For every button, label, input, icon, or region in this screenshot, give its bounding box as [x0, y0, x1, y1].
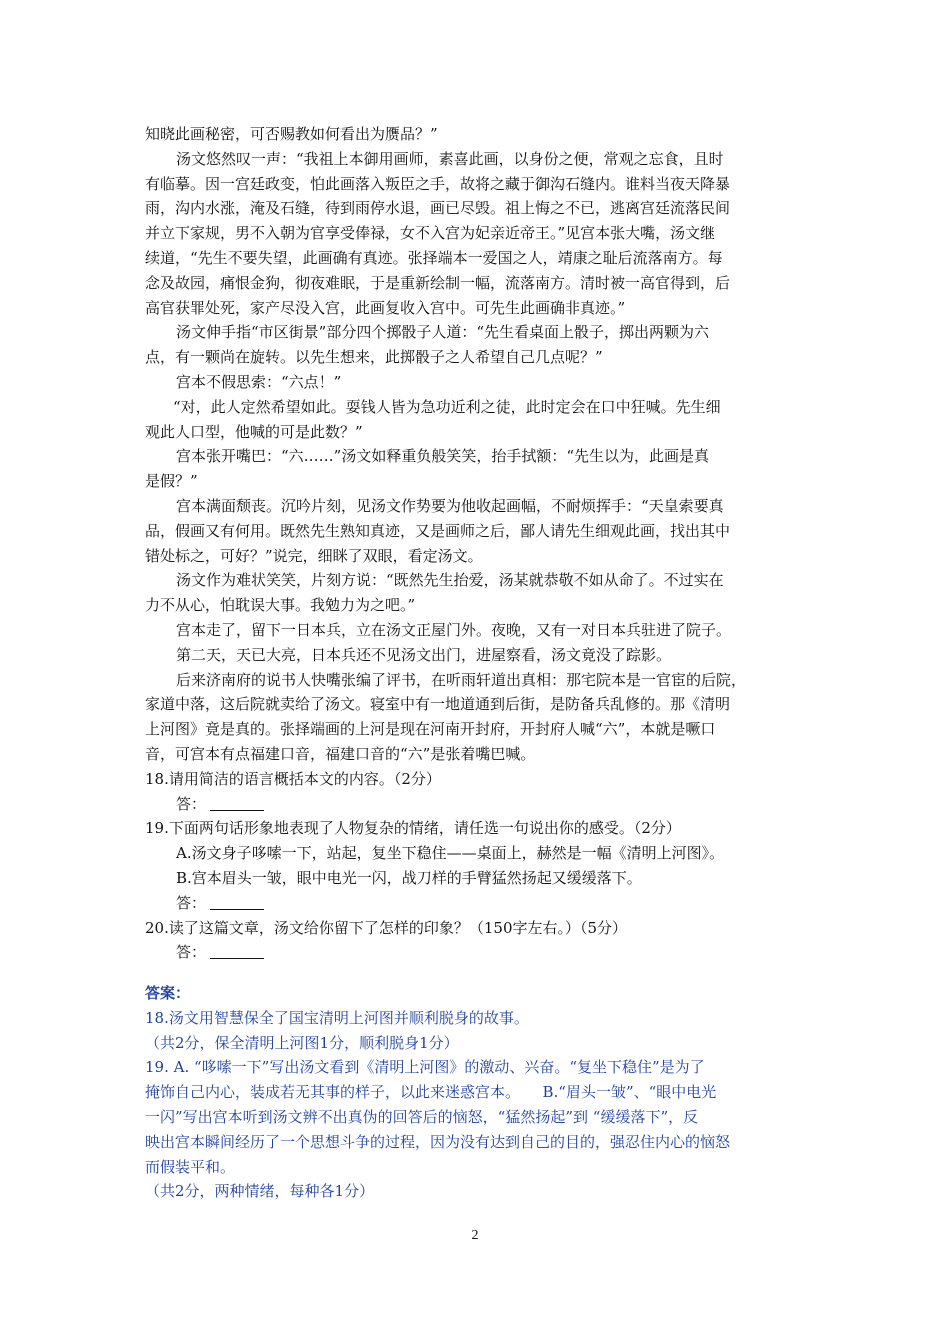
answer-line: 映出宫本瞬间经历了一个思想斗争的过程，因为没有达到自己的目的，强忍住内心的恼怒: [145, 1132, 731, 1151]
story-line: 汤文作为难状笑笑，片刻方说：“既然先生抬爱，汤某就恭敬不如从命了。不过实在: [176, 571, 724, 590]
story-line: 宫本满面颓丧。沉吟片刻，见汤文作势要为他收起画幅，不耐烦挥手：“天皇索要真: [176, 496, 724, 515]
story-line: 力不从心，怕耽误大事。我勉力为之吧。”: [145, 596, 416, 615]
story-line: 第二天，天已大亮，日本兵还不见汤文出门，进屋察看，汤文竟没了踪影。: [176, 645, 672, 664]
story-line: 是假？”: [145, 472, 198, 491]
answer-blank-18: [145, 792, 813, 817]
story-line: “对，此人定然希望如此。耍钱人皆为急功近利之徒，此时定会在口中狂喊。先生细: [173, 397, 721, 416]
question-19: 19.下面两句话形象地表现了人物复杂的情绪，请任选一句说出你的感受。（2分）: [145, 819, 681, 838]
questions-section: [145, 767, 813, 965]
answer-underline: [210, 894, 264, 910]
question-19-option-a: A.汤文身子哆嗦一下，站起，复坐下稳住——桌面上，赫然是一幅《清明上河图》。: [176, 844, 725, 863]
answer-underline: [210, 795, 264, 811]
story-line: 念及故园，痛恨金狗，彻夜难眠，于是重新绘制一幅，流落南方。清时被一高官得到，后: [145, 273, 731, 292]
story-line: 知晓此画秘密，可否赐教如何看出为赝品？”: [145, 125, 438, 143]
page-number: 2: [471, 1228, 479, 1243]
story-line: 汤文伸手指“市区街景”部分四个掷骰子人道：“先生看桌面上骰子，掷出两颗为六: [176, 323, 710, 342]
story-line: 错处标之，可好？”说完，细眯了双眼，看定汤文。: [145, 546, 483, 565]
answer-underline: [210, 943, 264, 959]
story-line: 品，假画又有何用。既然先生熟知真迹，又是画师之后，鄙人请先生细观此画，找出其中: [145, 521, 731, 540]
answer-line: 而假装平和。: [145, 1157, 236, 1176]
story-line: 家道中落，这后院就卖给了汤文。寝室中有一地道通到后街，是防备兵乱修的。那《清明: [145, 695, 731, 714]
story-line: 有临摹。因一宫廷政变，怕此画落入叛臣之手，故将之藏于御沟石缝内。谁料当夜天降暴: [145, 174, 731, 193]
story-line: 观此人口型，他喊的可是此数？”: [145, 422, 363, 441]
story-line: 后来济南府的说书人快嘴张编了评书，在听雨轩道出真相：那宅院本是一官宦的后院，: [176, 670, 747, 689]
answer-label: 答：: [176, 893, 207, 912]
story-line: 宫本走了，留下一日本兵，立在汤文正屋门外。夜晚，又有一对日本兵驻进了院子。: [176, 620, 732, 639]
story-line: 高官获罪处死，家产尽没入宫，此画复收入宫中。可先生此画确非真迹。”: [145, 298, 626, 317]
story-line: 雨，沟内水涨，淹及石缝，待到雨停水退，画已尽毁。祖上悔之不已，逃离宫廷流落民间: [145, 199, 731, 218]
answer-label: 答：: [176, 943, 207, 962]
answers-heading: 答案：: [145, 984, 191, 1003]
story-line: 宫本张开嘴巴：“六……”汤文如释重负般笑笑，抬手拭额：“先生以为，此画是真: [176, 447, 710, 466]
story-line: 宫本不假思索：“六点！”: [176, 372, 342, 391]
story-line: 音，可宫本有点福建口音，福建口音的“六”是张着嘴巴喊。: [145, 744, 536, 763]
answer-line: （共2分，两种情绪，每种各1分）: [145, 1182, 375, 1201]
story-line: 并立下家规，男不入朝为官享受俸禄，女不入宫为妃亲近帝王。”见宫本张大嘴，汤文继: [145, 224, 716, 243]
answer-line: （共2分，保全清明上河图1分，顺利脱身1分）: [145, 1033, 459, 1052]
answer-line: 掩饰自己内心，装成若无其事的样子，以此来迷惑宫本。 B.“眉头一皱”、“眼中电光: [145, 1083, 717, 1102]
story-text: [145, 122, 813, 767]
answer-line: 18.汤文用智慧保全了国宝清明上河图并顺利脱身的故事。: [145, 1008, 529, 1027]
answer-line: 一闪”写出宫本听到汤文辨不出真伪的回答后的恼怒，“猛然扬起”到 “缓缓落下”，反: [145, 1108, 699, 1127]
answer-line: 19. A. “哆嗦一下”写出汤文看到《清明上河图》的激动、兴奋。“复坐下稳住”是为了: [145, 1058, 705, 1077]
story-line: 上河图》竟是真的。张择端画的上河是现在河南开封府，开封府人喊“六”，本就是噘口: [145, 720, 716, 739]
story-line: 点，有一颗尚在旋转。以先生想来，此掷骰子之人希望自己几点呢？”: [145, 348, 603, 367]
story-line: 续道，“先生不要失望，此画确有真迹。张择端本一爱国之人，靖康之耻后流落南方。每: [145, 248, 723, 267]
question-18: 18.请用简洁的语言概括本文的内容。（2分）: [145, 769, 441, 788]
story-line: 汤文悠然叹一声：“我祖上本御用画师，素喜此画，以身份之便，常观之忘食，且时: [176, 149, 724, 168]
question-20: 20.读了这篇文章，汤文给你留下了怎样的印象？（150字左右。）（5分）: [145, 918, 628, 937]
answer-label: 答：: [176, 794, 207, 813]
answer-blank-19: [145, 891, 813, 916]
answers-section: [145, 981, 813, 1204]
document-body: [145, 122, 813, 1204]
question-19-option-b: B.宫本眉头一皱，眼中电光一闪，战刀样的手臂猛然扬起又缓缓落下。: [176, 868, 642, 887]
answer-blank-20: [145, 940, 813, 965]
